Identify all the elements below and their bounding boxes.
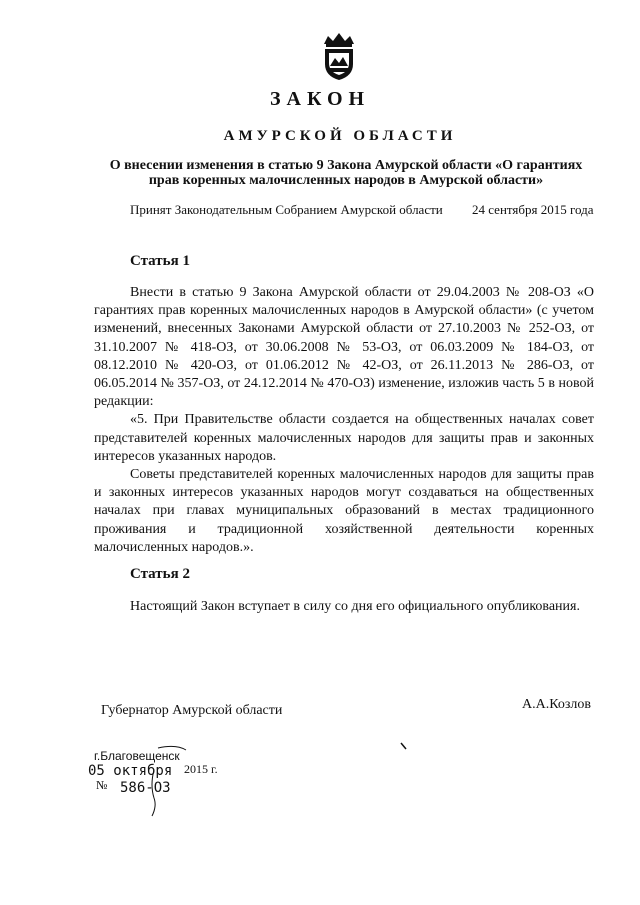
law-subject: О внесении изменения в статью 9 Закона Амурской области «О гарантиях прав коренных малочисленных народов в Амурской области» bbox=[109, 158, 583, 188]
pen-mark-icon bbox=[400, 737, 408, 745]
signatory-name: А.А.Козлов bbox=[522, 697, 591, 712]
article-2-paragraph: Настоящий Закон вступает в силу со дня его официального опубликования. bbox=[130, 599, 580, 614]
article-2-body bbox=[94, 598, 594, 616]
signatory-position: Губернатор Амурской области bbox=[101, 703, 283, 718]
registration-year: 2015 г. bbox=[184, 762, 218, 776]
registration-city: г.Благовещенск bbox=[94, 749, 180, 763]
region-title: АМУРСКОЙ ОБЛАСТИ bbox=[223, 128, 457, 144]
document-type: ЗАКОН bbox=[269, 88, 371, 110]
registration-number: 586-ОЗ bbox=[120, 780, 171, 796]
article-1-heading: Статья 1 bbox=[130, 253, 190, 269]
article-1-paragraph: Внести в статью 9 Закона Амурской области от 29.04.2003 № 208-ОЗ «О гарантиях прав коренных малочисленных народов в Амурской области» (с учетом изменений, внесенных Законами Амурской области от 27.10.2003 № 252-ОЗ, от 31.10.2007 № 418-ОЗ, от 30.06.2008 № 53-ОЗ, от 06.03.2009 № 184-ОЗ, от 08.12.2010 № 420-ОЗ, от 01.06.2012 № 42-ОЗ, от 26.11.2013 № 286-ОЗ, от 06.05.2014 № 357-ОЗ, от 24.12.2014 № 470-ОЗ) изменение, изложив часть 5 в новой редакции: bbox=[94, 285, 594, 410]
coat-of-arms-icon bbox=[318, 30, 360, 82]
article-1-body bbox=[94, 284, 594, 557]
adopted-by: Принят Законодательным Собранием Амурской области bbox=[130, 202, 443, 217]
registration-date: 05 октября bbox=[88, 763, 173, 779]
article-1-paragraph: Советы представителей коренных малочисленных народов для защиты прав и законных интересов указанных народов могут создаваться на общественных началах при главах муниципальных образований в местах традиционного проживания и традиционной хозяйственной деятельности коренных малочисленных народов.». bbox=[94, 467, 594, 555]
adopted-date: 24 сентября 2015 года bbox=[472, 202, 594, 217]
article-2-heading: Статья 2 bbox=[130, 566, 190, 582]
article-1-paragraph: «5. При Правительстве области создается на общественных началах совет представителей коренных малочисленных народов для защиты прав и законных интересов указанных народов. bbox=[94, 412, 594, 464]
handwritten-mark-icon bbox=[140, 740, 200, 820]
number-sign: № bbox=[96, 778, 108, 792]
